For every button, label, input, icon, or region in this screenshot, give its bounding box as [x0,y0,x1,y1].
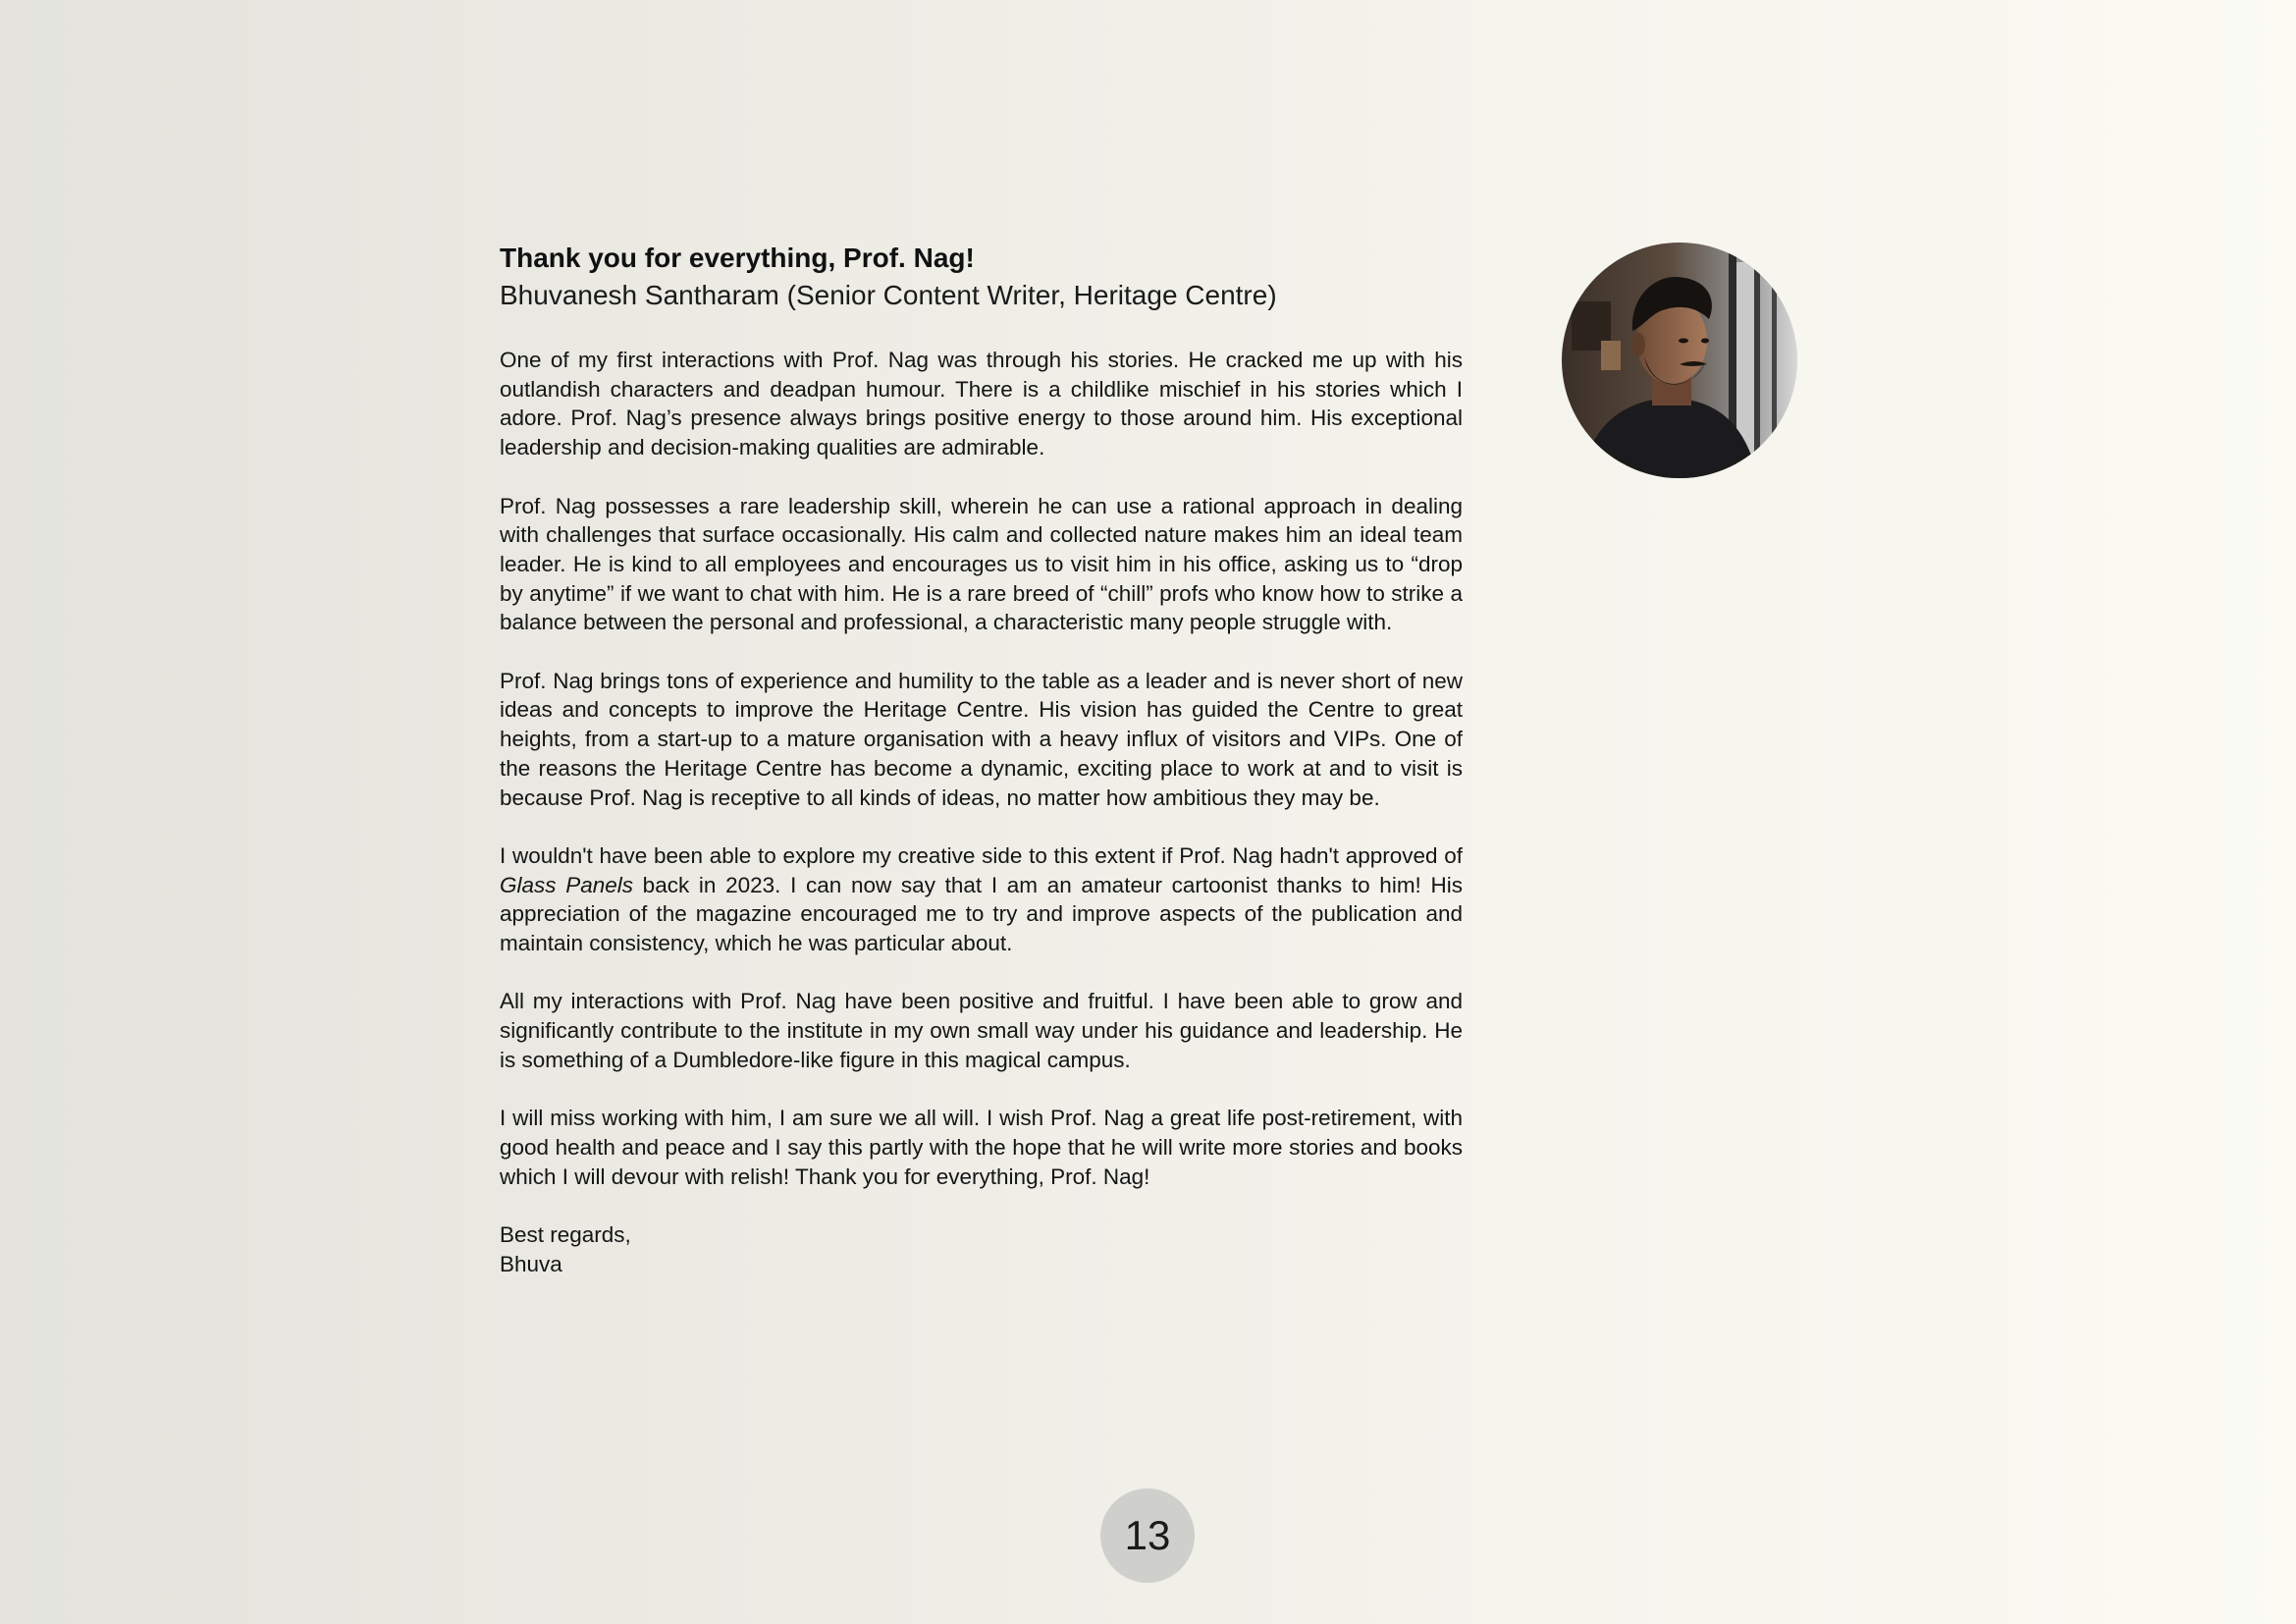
author-portrait-icon [1562,243,1797,478]
paragraph-4-text-before: I wouldn't have been able to explore my creative side to this extent if Prof. Nag hadn't approved of [500,842,1463,868]
article [500,240,1463,1278]
paragraph-4 [500,841,1463,958]
paragraph-4-text-after: back in 2023. I can now say that I am an amateur cartoonist thanks to him! His appreciation of the magazine encouraged me to try and improve aspects of the publication and maintain consistency, which he was particular about. [500,872,1463,956]
article-title: Thank you for everything, Prof. Nag! [500,243,975,273]
article-byline: Bhuvanesh Santharam (Senior Content Writer, Heritage Centre) [500,280,1277,310]
closing-line: Best regards, [500,1222,631,1247]
signature: Bhuva [500,1251,562,1276]
author-photo [1562,243,1797,478]
page-number-badge: 13 [1100,1489,1195,1583]
paragraph-2: Prof. Nag possesses a rare leadership skill, wherein he can use a rational approach in dealing with challenges that surface occasionally. His calm and collected nature makes him an ideal team leader. He is kind to all employees and encourages us to visit him in his office, asking us to “drop by anytime” if we want to chat with him. He is a rare breed of “chill” profs who know how to strike a balance between the personal and professional, a characteristic many people struggle with. [500,493,1463,635]
paragraph-3: Prof. Nag brings tons of experience and humility to the table as a leader and is never short of new ideas and concepts to improve the Heritage Centre. His vision has guided the Centre to great heights, from a start-up to a mature organisation with a heavy influx of visitors and VIPs. One of the reasons the Heritage Centre has become a dynamic, exciting place to work at and to visit is because Prof. Nag is receptive to all kinds of ideas, no matter how ambitious they may be. [500,668,1463,810]
paragraph-1: One of my first interactions with Prof. Nag was through his stories. He cracked me up with his outlandish characters and deadpan humour. There is a childlike mischief in his stories which I adore. Prof. Nag’s presence always brings positive energy to those around him. His exceptional leadership and decision-making qualities are admirable. [500,348,1463,460]
paragraph-5: All my interactions with Prof. Nag have been positive and fruitful. I have been able to grow and significantly contribute to the institute in my own small way under his guidance and leadership. He is something of a Dumbledore-like figure in this magical campus. [500,989,1463,1072]
paragraph-6: I will miss working with him, I am sure we all will. I wish Prof. Nag a great life post-retirement, with good health and peace and I say this partly with the hope that he will write more stories and books which I will devour with relish! Thank you for everything, Prof. Nag! [500,1106,1463,1189]
magazine-title-emphasis: Glass Panels [500,872,633,897]
